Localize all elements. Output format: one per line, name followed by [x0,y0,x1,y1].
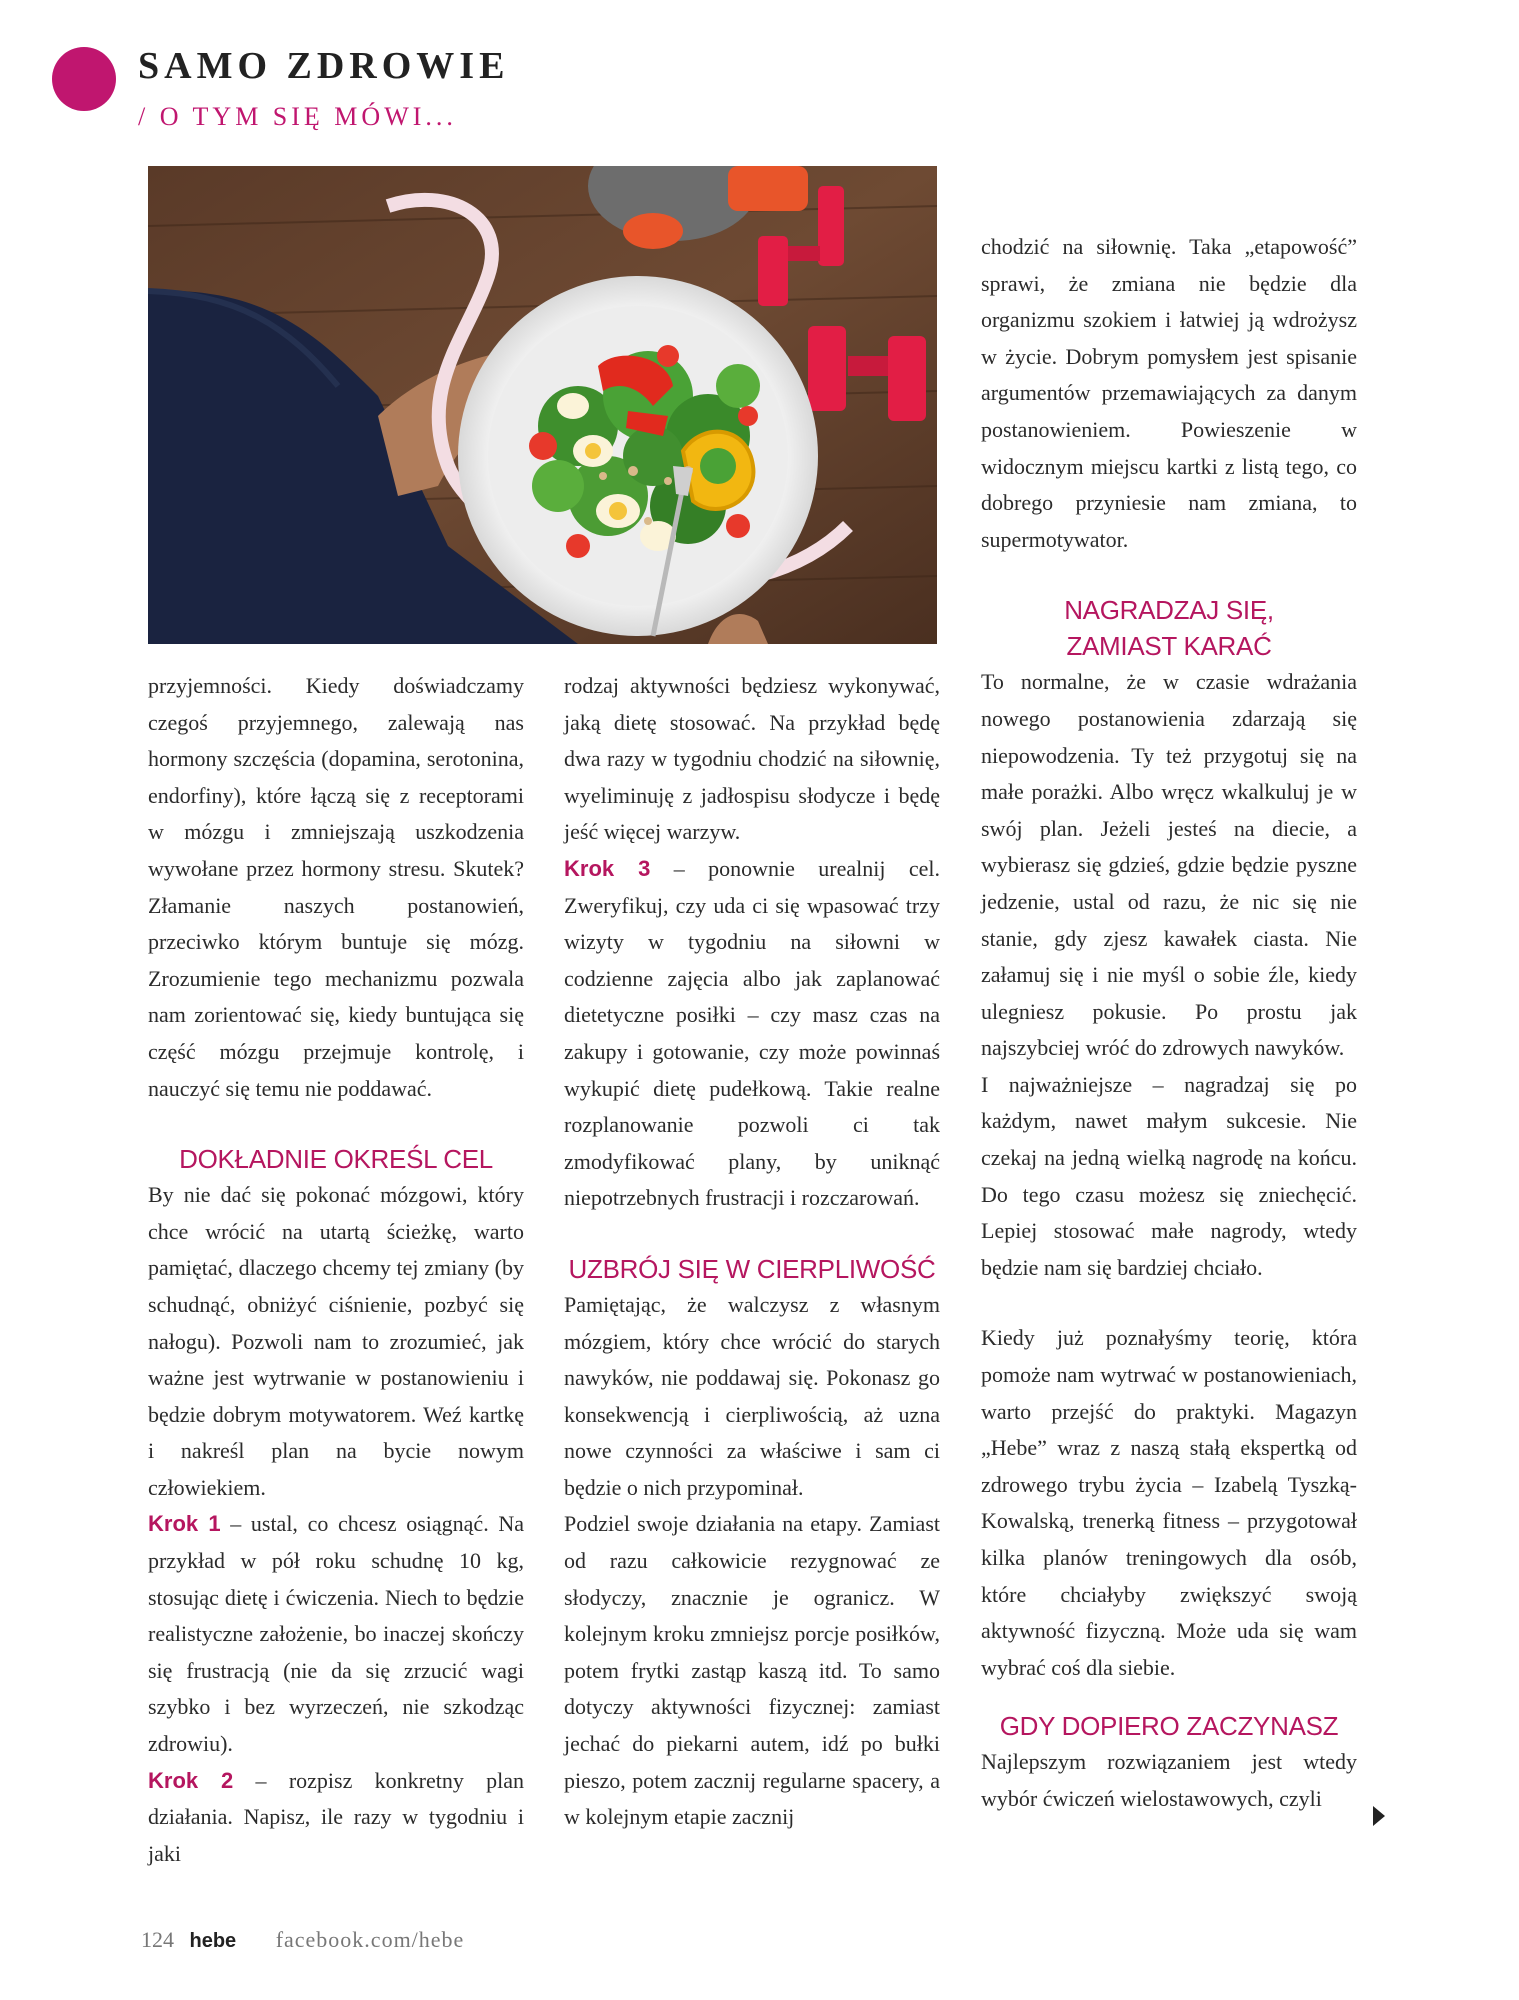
salad-plate-dumbbells-image [148,166,937,644]
section-subtitle: / O TYM SIĘ MÓWI... [138,102,457,131]
page-number: 124 [141,1927,174,1952]
page-footer [141,1927,464,1953]
section-heading: GDY DOPIERO ZACZYNASZ [999,1711,1339,1742]
step-paragraph [564,851,940,1217]
paragraph: Kiedy już poznałyśmy teorię, która pomoże nam wytrwać w postanowieniach, warto przejść do praktyki. Magazyn „Hebe” wraz z naszą stałą ekspertką od zdrowego trybu życia – Izabelą Tyszką-Kowalską, trenerką fitness – przygotował kilka planów treningowych dla osób, które chciałyby zwiększyć swoją aktywność fizyczną. Może uda się wam wybrać coś dla siebie. [981,1325,1357,1680]
column-3 [981,229,1357,1818]
continue-arrow-icon [1373,1806,1385,1826]
section-title: SAMO ZDROWIE [138,45,510,87]
heading-line: ZAMIAST KARAĆ [1066,631,1272,662]
step-paragraph [148,1506,524,1762]
column-2 [564,668,940,1836]
column-1 [148,668,524,1872]
step-label: Krok 2 [148,1767,234,1793]
paragraph: przyjemności. Kiedy doświadczamy czegoś przyjemnego, zalewają nas hormony szczęścia (dopamina, serotonina, endorfiny), które łączą się z receptorami w mózgu i zmniejszają uszkodzenia wywołane przez hormony stresu. Skutek? Złamanie naszych postanowień, przeciwko którym buntuje się mózg. Zrozumienie tego mechanizmu pozwala nam zorientować się, kiedy buntująca się część mózgu przejmuje kontrolę, i nauczyć się temu nie poddawać. [148,673,524,1101]
paragraph: I najważniejsze – nagradzaj się po każdym, nawet małym sukcesie. Nie czekaj na jedną wielką nagrodę na końcu. Do tego czasu możesz się zniechęcić. Lepiej stosować małe nagrody, wtedy będzie nam się bardziej chciało. [981,1071,1357,1280]
step-paragraph [148,1763,524,1873]
paragraph: Podziel swoje działania na etapy. Zamiast od razu całkowicie rezygnować ze słodyczy, znacznie je ogranicz. W kolejnym kroku zmniejsz porcje posiłków, potem frytki zastąp kaszą itd. To samo dotyczy aktywności fizycznej: zamiast jechać do piekarni autem, idź po bułki pieszo, potem zacznij regularne spacery, a w kolejnym etapie zacznij [564,1511,940,1830]
step-text: – ponownie urealnij cel. Zweryfikuj, czy uda ci się wpasować trzy wizyty w tygodniu na siłowni w codzienne zajęcia albo jak zaplanować dietetyczne posiłki – czy masz czas na zakupy i gotowanie, czy może powinnaś wykupić dietę pudełkową. Takie realne rozplanowanie pozwoli ci tak zmodyfikować plany, by uniknąć niepotrzebnych frustracji i rozczarowań. [564,855,940,1211]
paragraph: rodzaj aktywności będziesz wykonywać, jaką dietę stosować. Na przykład będę dwa razy w tygodniu chodzić na siłownię, wyeliminuję z jadłospisu słodycze i będę jeść więcej warzyw. [564,673,940,845]
paragraph: Najlepszym rozwiązaniem jest wtedy wybór ćwiczeń wielostawowych, czyli [981,1749,1357,1811]
section-heading: DOKŁADNIE OKREŚL CEL [179,1144,493,1175]
section-heading [981,592,1357,664]
paragraph: To normalne, że w czasie wdrażania nowego postanowienia zdarzają się niepowodzenia. Ty też przygotuj się na małe porażki. Albo wręcz wkalkuluj je w swój plan. Jeżeli jesteś na diecie, a wybierasz się gdzieś, gdzie będzie pyszne jedzenie, ustal od razu, że nic się nie stanie, gdy zjesz kawałek ciasta. Nie załamuj się i nie myśl o sobie źle, kiedy ulegniesz pokusie. Po prostu jak najszybciej wróć do zdrowych nawyków. [981,669,1357,1061]
section-dot-icon [52,47,116,111]
brand-logo: hebe [189,1930,237,1952]
heading-line: NAGRADZAJ SIĘ, [1064,595,1274,626]
paragraph: Pamiętając, że walczysz z własnym mózgiem, który chce wrócić do starych nawyków, nie poddawaj się. Pokonasz go konsekwencją i cierpliwością, aż uzna nowe czynności za właściwe i sam ci będzie o nich przypominał. [564,1291,940,1500]
paragraph: By nie dać się pokonać mózgowi, który chce wrócić na utartą ścieżkę, warto pamiętać, dlaczego chcemy tej zmiany (by schudnąć, obniżyć ciśnienie, pozbyć się nałogu). Pozwoli nam to zrozumieć, jak ważne jest wytrwanie w postanowieniu i będzie dobrym motywatorem. Weź kartkę i nakreśl plan na bycie nowym człowiekiem. [148,1182,524,1500]
step-text: – rozpisz konkretny plan działania. Napisz, ile razy w tygodniu i jaki [148,1767,524,1866]
paragraph: chodzić na siłownię. Taka „etapowość” sprawi, że zmiana nie będzie dla organizmu szokiem i łatwiej ją wdrożysz w życie. Dobrym pomysłem jest spisanie argumentów przemawiających za danym postanowieniem. Powieszenie w widocznym miejscu kartki z listą tego, co dobrego przyniesie nam zmiana, to supermotywator. [981,234,1357,552]
step-label: Krok 3 [564,855,651,881]
step-label: Krok 1 [148,1511,221,1537]
step-text: – ustal, co chcesz osiągnąć. Na przykład w pół roku schudnę 10 kg, stosując dietę i ćwiczenia. Niech to będzie realistyczne założenie, bo inaczej skończy się frustracją (nie da się zrzucić wagi szybko i bez wyrzeczeń, nie szkodząc zdrowiu). [148,1511,524,1757]
salad-photo [148,166,937,644]
facebook-link[interactable]: facebook.com/hebe [275,1927,465,1952]
section-heading: UZBRÓJ SIĘ W CIERPLIWOŚĆ [568,1253,936,1284]
